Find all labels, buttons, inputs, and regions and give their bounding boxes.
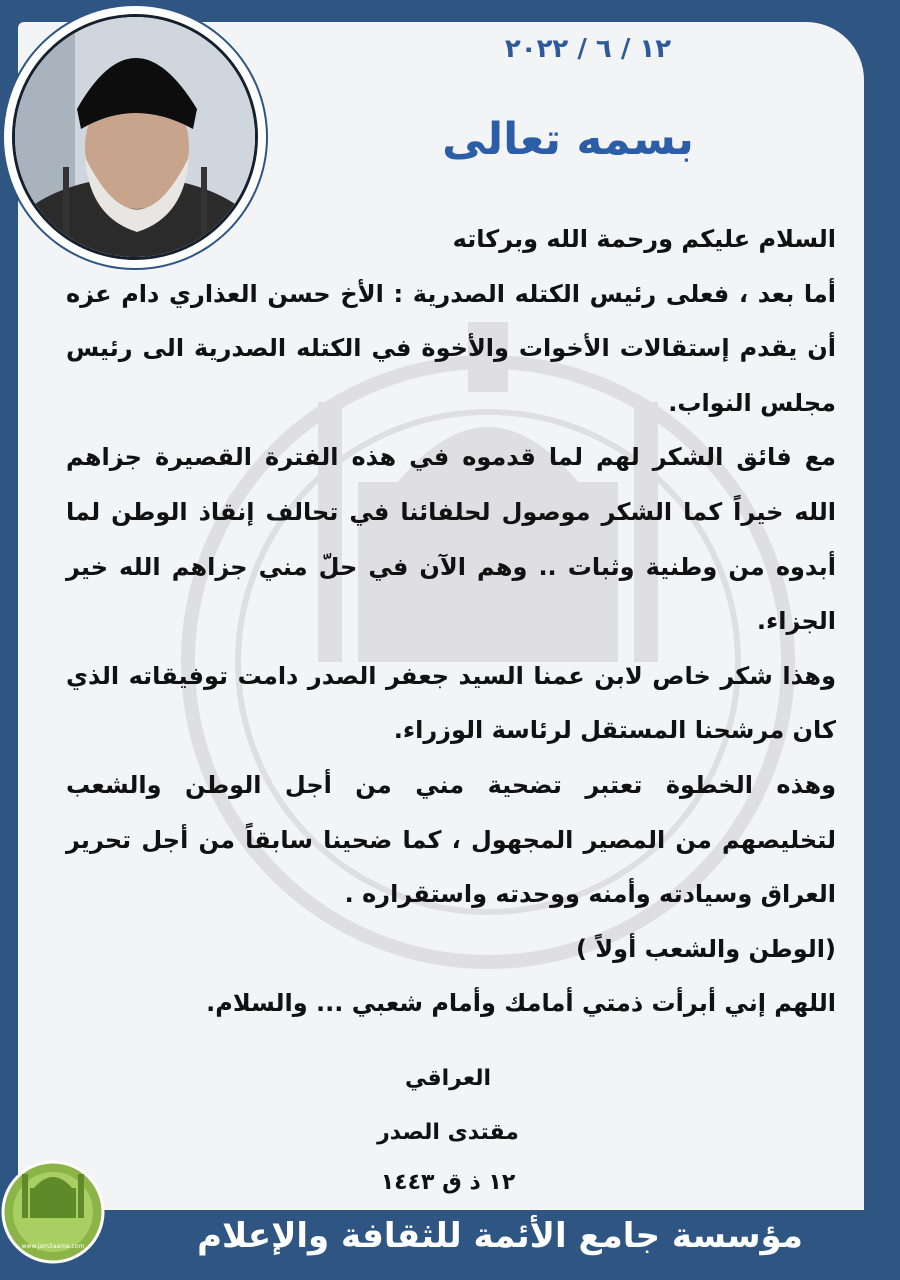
organization-logo (0, 1152, 106, 1270)
paragraph-sacrifice: وهذه الخطوة تعتبر تضحية مني من أجل الوطن والشعب لتخليصهم من المصير المجهول ، كما ضحينا سابقاً من أجل تحرير العراق وسيادته وأمنه ووحدته واستقراره . (66, 770, 836, 909)
greeting: السلام عليكم ورحمة الله وبركاته (452, 225, 836, 253)
signature-title: العراقي (404, 1066, 492, 1091)
logo-website-text: www.jam3aama.com (21, 1243, 85, 1250)
signature-name: مقتدى الصدر (377, 1120, 519, 1145)
footer-organization-name: مؤسسة جامع الأئمة للثقافة والإعلام (197, 1216, 803, 1256)
portrait-photo (4, 6, 266, 268)
portrait-image (15, 17, 255, 257)
paragraph-special-thanks: وهذا شكر خاص لابن عمنا السيد جعفر الصدر دامت توفيقاته الذي كان مرشحنا المستقل لرئاسة الوزراء. (66, 661, 836, 745)
statement-date: ١٢ / ٦ / ٢٠٢٢ (504, 34, 672, 64)
paragraph-resignations: أما بعد ، فعلى رئيس الكتله الصدرية : الأخ حسن العذاري دام عزه أن يقدم إستقالات الأخوات والأخوة في الكتله الصدرية الى رئيس مجلس النواب. (66, 279, 836, 417)
closing-prayer: اللهم إني أبرأت ذمتي أمامك وأمام شعبي ... والسلام. (206, 989, 836, 1018)
signature-date: ١٢ ذ ق ١٤٤٣ (380, 1170, 516, 1195)
paragraph-thanks: مع فائق الشكر لهم لما قدموه في هذه الفترة القصيرة جزاهم الله خيراً كما الشكر موصول لحلفائنا في تحالف إنقاذ الوطن لما أبدوه من وطنية وثبات .. وهم الآن في حلّ مني جزاهم الله خير الجزاء. (66, 443, 836, 636)
statement-heading: بسمه تعالى (442, 114, 694, 165)
statement-body (66, 212, 836, 1031)
slogan: (الوطن والشعب أولاً ) (575, 934, 836, 963)
